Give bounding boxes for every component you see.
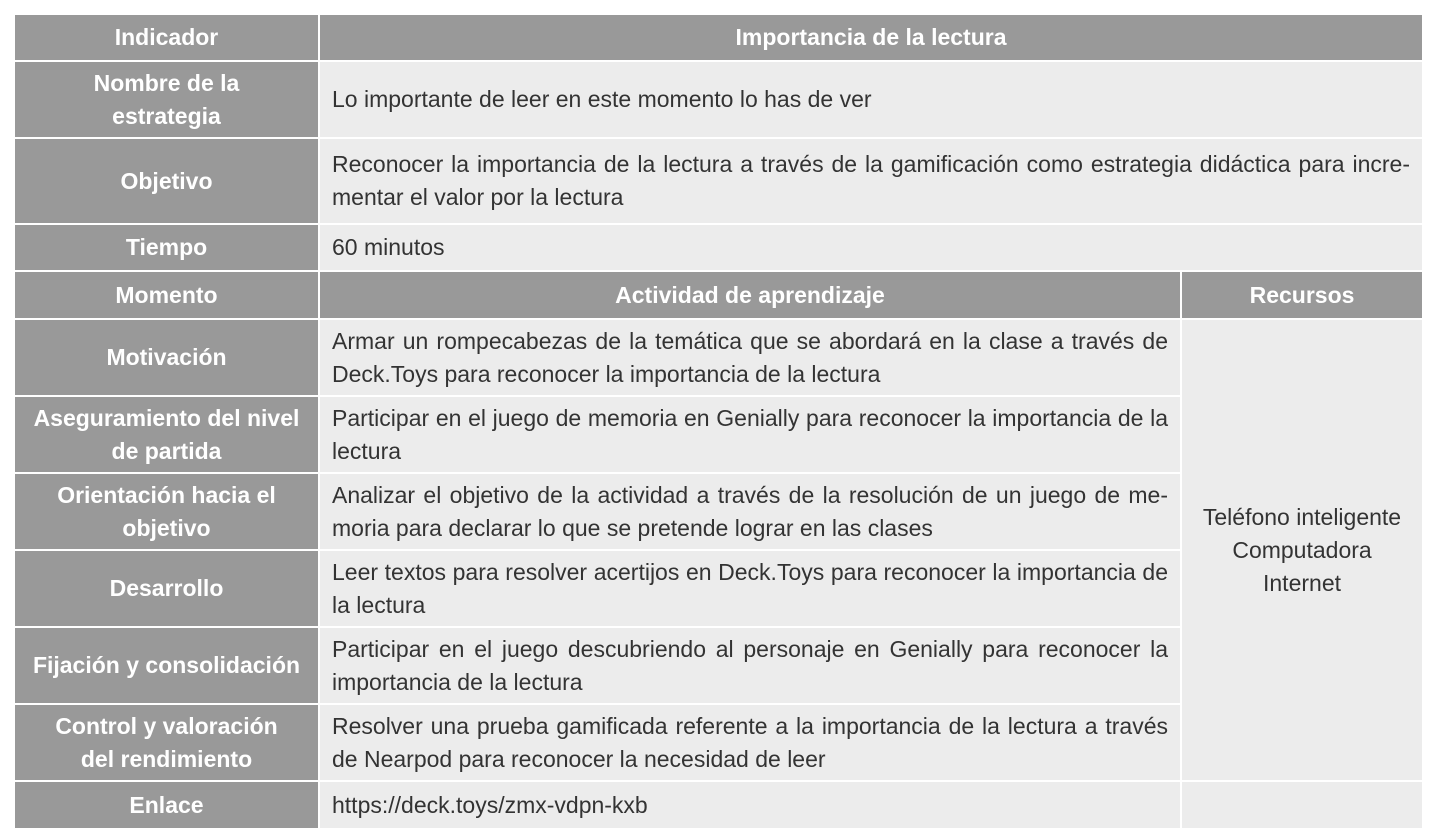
- objective-value: Reconocer la importancia de la lectura a través de la gamificación como estrategia didáctica para incre-mentar el valor por la lectura: [319, 138, 1423, 224]
- time-label: Tiempo: [14, 224, 319, 271]
- strategy-name-value: Lo importante de leer en este momento lo has de ver: [319, 61, 1423, 138]
- moment-label: Fijación y consolidación: [14, 627, 319, 704]
- moment-activity: Participar en el juego descubriendo al personaje en Genially para reconocer la importancia de la lectura: [319, 627, 1181, 704]
- moment-label: Aseguramiento del nivel de partida: [14, 396, 319, 473]
- strategy-name-row: [14, 61, 1423, 138]
- indicator-value: Importancia de la lectura: [319, 14, 1423, 61]
- moment-activity: Resolver una prueba gamificada referente a la importancia de la lectura a través de Nearpod para reconocer la necesidad de leer: [319, 704, 1181, 781]
- resources-header: Recursos: [1181, 271, 1423, 319]
- resources-cell: [1181, 319, 1423, 781]
- objective-label: Objetivo: [14, 138, 319, 224]
- link-empty-cell: [1181, 781, 1423, 829]
- indicator-row: [14, 14, 1423, 61]
- link-label: Enlace: [14, 781, 319, 829]
- moment-header: Momento: [14, 271, 319, 319]
- resource-item: Internet: [1263, 569, 1341, 596]
- moment-activity: Analizar el objetivo de la actividad a través de la resolución de un juego de me-moria para declarar lo que se pretende lograr en las clases: [319, 473, 1181, 550]
- strategy-table-container: [13, 13, 1422, 830]
- time-row: [14, 224, 1423, 271]
- activity-header: Actividad de aprendizaje: [319, 271, 1181, 319]
- moment-label: Desarrollo: [14, 550, 319, 627]
- resource-item: Computadora: [1232, 536, 1372, 563]
- link-row: [14, 781, 1423, 829]
- subheader-row: [14, 271, 1423, 319]
- moment-label: Orientación hacia el objetivo: [14, 473, 319, 550]
- strategy-table: [13, 13, 1424, 830]
- moment-activity: Participar en el juego de memoria en Genially para reconocer la importancia de la lectura: [319, 396, 1181, 473]
- indicator-label: Indicador: [14, 14, 319, 61]
- time-value: 60 minutos: [319, 224, 1423, 271]
- link-value[interactable]: https://deck.toys/zmx-vdpn-kxb: [319, 781, 1181, 829]
- resource-item: Teléfono inteligente: [1202, 503, 1402, 530]
- objective-row: [14, 138, 1423, 224]
- moment-row: [14, 319, 1423, 396]
- moment-label: Control y valoración del rendimiento: [14, 704, 319, 781]
- moment-activity: Armar un rompecabezas de la temática que se abordará en la clase a través de Deck.Toys para reconocer la importancia de la lectura: [319, 319, 1181, 396]
- strategy-name-label: Nombre de la estrategia: [14, 61, 319, 138]
- moment-activity: Leer textos para resolver acertijos en Deck.Toys para reconocer la importancia de la lectura: [319, 550, 1181, 627]
- moment-label: Motivación: [14, 319, 319, 396]
